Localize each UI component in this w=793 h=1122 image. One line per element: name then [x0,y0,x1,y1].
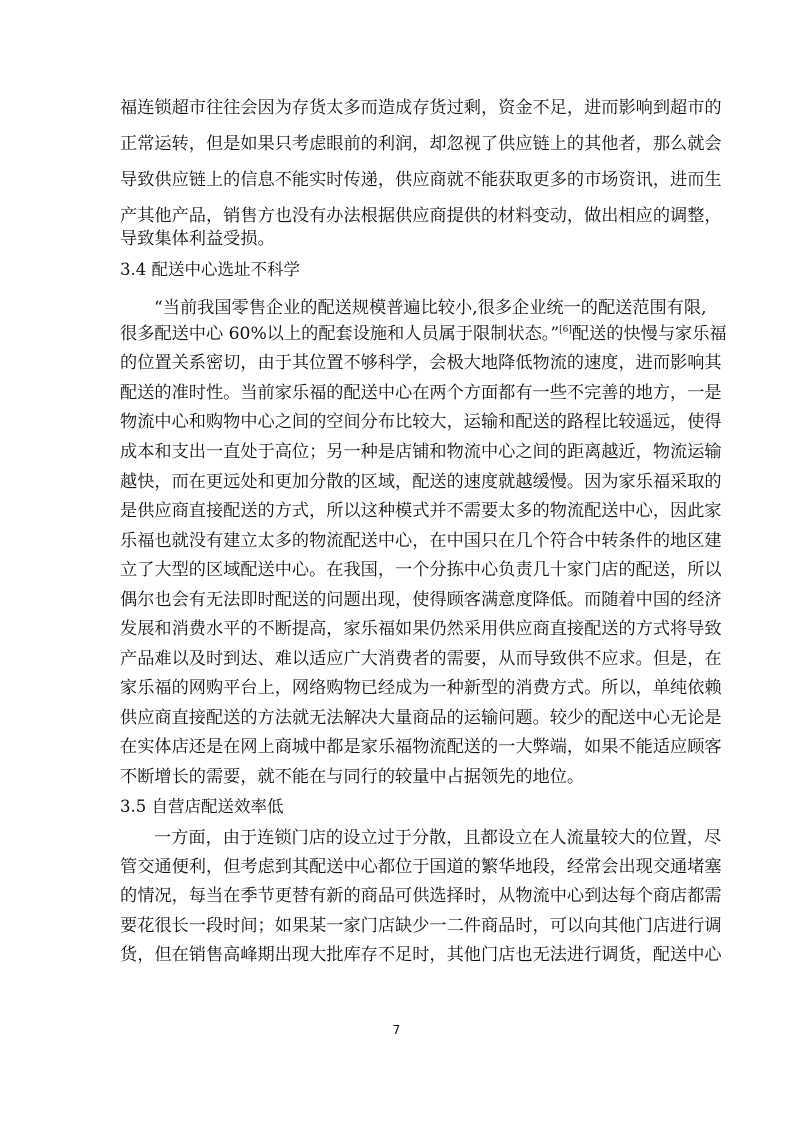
text-line: 立了大型的区域配送中心。在我国，一个分拣中心负责几十家门店的配送，所以 [120,560,722,580]
text-line: 货，但在销售高峰期出现大批库存不足时，其他门店也无法进行调货，配送中心 [120,945,722,965]
page-number: 7 [392,1023,401,1037]
text-line: 要花很长一段时间；如果某一家门店缺少一二件商品时，可以向其他门店进行调 [120,916,722,936]
text-line: 偶尔也会有无法即时配送的问题出现，使得顾客满意度降低。而随着中国的经济 [120,590,722,610]
text-line: 一方面，由于连锁门店的设立过于分散，且都设立在人流量较大的位置，尽 [154,828,722,848]
text-segment: 配送的快慢与家乐福 [571,324,727,344]
section-heading-3-5: 3.5 自营店配送效率低 [120,797,284,816]
text-line: 正常运转，但是如果只考虑眼前的利润，却忽视了供应链上的其他者，那么就会 [120,134,722,154]
text-line: 管交通便利，但考虑到其配送中心都位于国道的繁华地段，经常会出现交通堵塞 [120,857,722,877]
text-line: 产其他产品，销售方也没有办法根据供应商提供的材料变动，做出相应的调整， [120,206,722,226]
text-line-with-citation [120,324,727,344]
text-line: 的位置关系密切，由于其位置不够科学，会极大地降低物流的速度，进而影响其 [120,353,722,373]
text-line: “当前我国零售企业的配送规模普遍比较小,很多企业统一的配送范围有限, [154,298,707,318]
text-line: 物流中心和购物中心之间的空间分布比较大，运输和配送的路程比较遥远，使得 [120,412,722,432]
text-line: 在实体店还是在网上商城中都是家乐福物流配送的一大弊端，如果不能适应顾客 [120,737,722,757]
section-heading-3-4: 3.4 配送中心选址不科学 [120,260,300,279]
text-line: 导致供应链上的信息不能实时传递，供应商就不能获取更多的市场资讯，进而生 [120,170,722,190]
text-line: 乐福也就没有建立太多的物流配送中心，在中国只在几个符合中转条件的地区建 [120,531,722,551]
text-line: 成本和支出一直处于高位；另一种是店铺和物流中心之间的距离越近，物流运输 [120,442,722,462]
text-line: 福连锁超市往往会因为存货太多而造成存货过剩，资金不足，进而影响到超市的 [120,98,722,118]
text-line: 导致集体利益受损。 [120,229,275,249]
text-segment: 很多配送中心 60%以上的配套设施和人员属于限制状态。” [120,324,560,344]
text-line: 家乐福的网购平台上，网络购物已经成为一种新型的消费方式。所以，单纯依赖 [120,678,722,698]
text-line: 产品难以及时到达、难以适应广大消费者的需要，从而导致供不应求。但是，在 [120,649,722,669]
text-line: 是供应商直接配送的方式，所以这种模式并不需要太多的物流配送中心，因此家 [120,501,722,521]
text-line: 供应商直接配送的方法就无法解决大量商品的运输问题。较少的配送中心无论是 [120,708,722,728]
text-line: 不断增长的需要，就不能在与同行的较量中占据领先的地位。 [120,767,585,787]
text-line: 配送的准时性。当前家乐福的配送中心在两个方面都有一些不完善的地方，一是 [120,383,722,403]
citation-mark: [6] [559,325,572,335]
text-line: 的情况，每当在季节更替有新的商品可供选择时，从物流中心到达每个商店都需 [120,886,722,906]
text-line: 发展和消费水平的不断提高，家乐福如果仍然采用供应商直接配送的方式将导致 [120,619,722,639]
text-line: 越快，而在更远处和更加分散的区域，配送的速度就越缓慢。因为家乐福采取的 [120,472,722,492]
